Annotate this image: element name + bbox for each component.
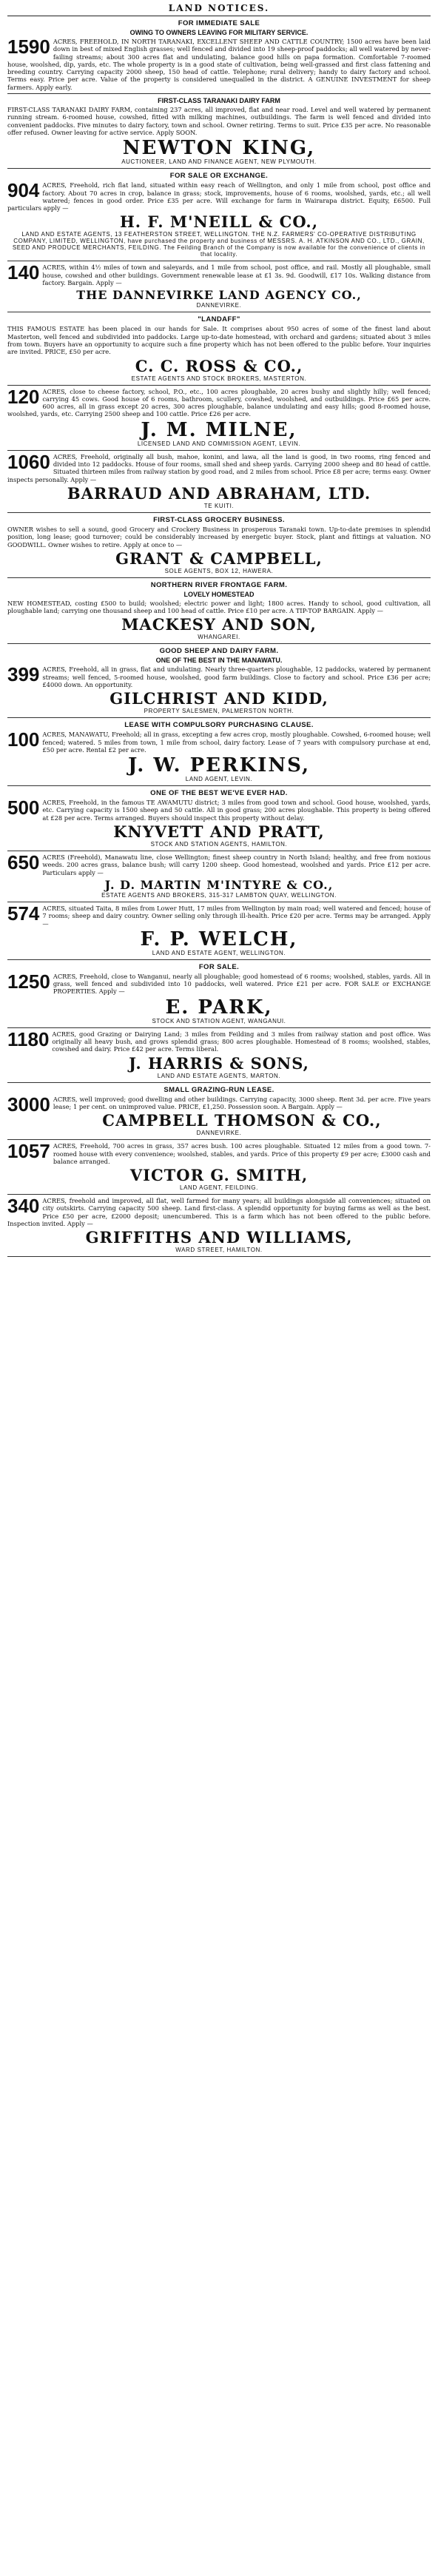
ad-heading: GOOD SHEEP AND DAIRY FARM. (159, 647, 279, 656)
ad-body-text: ACRES, MANAWATU, Freehold; all in grass, excepting a few acres crop, mostly ploughable. Cowshed, 6-roomed house; well fenced; watered. 5 miles from town, 1 mile from school, dairy factory. Lease of 7 years with compulsory purchase at end, £50 per acre. Rental £2 per acre. (42, 731, 431, 754)
ad-agent-name: C. C. ROSS & CO., (135, 356, 303, 375)
ad-agent-name: GRIFFITHS AND WILLIAMS, (85, 1228, 353, 1247)
ad-heading: FOR SALE. (198, 962, 240, 971)
ad-agent-name: CAMPBELL THOMSON & CO., (102, 1111, 382, 1130)
ad-body-text: ACRES, Freehold, close to Wanganui, nearly all ploughable; good homestead of 6 rooms; woolshed, stables, yards. All in grass, well fenced and subdivided into 10 paddocks, well watered. Price £21 per acre. FOR SALE or EXCHANGE PROPERTIES. Apply — (53, 972, 431, 996)
ad-acreage-number: 904 (7, 179, 40, 202)
ad-body (7, 853, 431, 876)
ad-agent-address: LICENSED LAND AND COMMISSION AGENT, LEVIN. (137, 440, 301, 447)
land-ad (7, 786, 431, 851)
ad-body-text: ACRES, Freehold, in the famous TE AWAMUTU district; 3 miles from good town and school. Good house, woolshed, yards, etc. Carrying capacity is 1500 sheep and 50 cattle. All in good grass; 200 acres ploughable. This property is being offered at £28 per acre. Terms arranged. Buyers should inspect this property without delay. (42, 799, 431, 822)
ad-agent-name: BARRAUD AND ABRAHAM, LTD. (67, 483, 371, 503)
ad-body-text: ACRES, within 4½ miles of town and saleyards, and 1 mile from school, post office, and rail. Mostly all ploughable, small house, cowshed and other buildings. Government renewable lease at £1 3s. 9d. Goodwill, £17 10s. Walking distance from factory. Bargain. Apply — (42, 264, 431, 287)
ad-heading: FOR SALE OR EXCHANGE. (169, 172, 269, 181)
ad-body (7, 902, 431, 928)
land-ad (7, 960, 431, 1028)
ad-body-text: FIRST-CLASS TARANAKI DAIRY FARM, containing 237 acres, all improved, flat and near road. Level and well watered by permanent running stream. 6-roomed house, cowshed, fitted with milking machines, outbuildings. The farm is well fenced and divided into convenient paddocks. Five minutes to dairy factory, town and school. Owner retiring. Terms to suit. Price £35 per acre. No reasonable offer refused. Owner leaving for active service. Apply SOON. (7, 106, 431, 136)
ad-heading: LEASE WITH COMPULSORY PURCHASING CLAUSE. (124, 721, 314, 730)
land-ad (7, 1028, 431, 1083)
land-ad (7, 644, 431, 718)
ad-agent-address: LAND AGENT, FEILDING. (180, 1184, 258, 1192)
ad-body (7, 665, 431, 688)
ad-subheading: LOVELY HOMESTEAD (183, 590, 255, 598)
land-ad (7, 386, 431, 451)
ad-body-text: ACRES, well improved; good dwelling and other buildings. Carrying capacity, 3000 sheep. Rent 3d. per acre. Five years lease; 1 per cent. on unimproved value. PRICE, £1,250. Possession soon. A Bargain. Apply — (53, 1095, 431, 1110)
ad-agent-name: E. PARK, (165, 996, 273, 1019)
ad-agent-name: NEWTON KING, (122, 137, 316, 160)
land-ad (7, 1195, 431, 1257)
land-ad (7, 16, 431, 94)
ad-agent-name: KNYVETT AND PRATT, (113, 822, 325, 842)
land-ad (7, 261, 431, 312)
ad-acreage-number: 1180 (7, 1027, 50, 1050)
ad-subheading: ONE OF THE BEST IN THE MANAWATU. (155, 657, 283, 665)
ad-acreage-number: 140 (7, 261, 40, 284)
ad-agent-address: LAND AND ESTATE AGENTS, MARTON. (157, 1072, 281, 1079)
ad-agent-address: WHANGAREI. (198, 634, 240, 641)
ad-agent-name: GRANT & CAMPBELL, (115, 549, 323, 568)
ad-acreage-number: 1590 (7, 36, 50, 58)
ad-body-text: ACRES, situated Taita, 8 miles from Lower Hutt, 17 miles from Wellington by main road; well watered and fenced; house of 7 rooms; sheep and dairy country. Owner selling only through ill-health. Price £20 per acre. Terms may be arranged. Apply — (42, 904, 431, 928)
ad-agent-name: J. HARRIS & SONS, (129, 1053, 309, 1073)
ad-heading: NORTHERN RIVER FRONTAGE FARM. (150, 580, 288, 589)
ad-agent-address: STOCK AND STATION AGENTS, HAMILTON. (150, 841, 288, 848)
ad-body (7, 728, 431, 754)
ad-agent-name: VICTOR G. SMITH, (129, 1166, 309, 1185)
ad-heading: SMALL GRAZING-RUN LEASE. (164, 1085, 274, 1094)
ad-body (7, 796, 431, 822)
ad-acreage-number: 3000 (7, 1093, 50, 1116)
land-ad (7, 169, 431, 261)
ad-acreage-number: 1060 (7, 450, 50, 473)
ad-body-text: ACRES, Freehold, all in grass, flat and undulating. Nearly three-quarters ploughable, 12 paddocks, watered by permanent streams; well fenced, 5-roomed house, woolshed, good farm buildings. Close to factory and school. Price £36 per acre; £4000 down. An opportunity. (42, 665, 431, 688)
page-masthead: LAND NOTICES. (7, 0, 431, 16)
ad-agent-address: ESTATE AGENTS AND BROKERS, 315-317 LAMBTON QUAY, WELLINGTON. (101, 891, 337, 899)
land-ad (7, 902, 431, 960)
ad-heading: ONE OF THE BEST WE'VE EVER HAD. (150, 789, 288, 798)
ad-agent-name: H. F. M'NEILL & CO., (119, 212, 319, 232)
ad-body-text: NEW HOMESTEAD, costing £500 to build; woolshed; electric power and light; 1800 acres. Handy to school, good cultivation, all ploughable land; carrying one thousand sheep and 100 head of cattle. Price £10 per acre. A TIP-TOP BARGAIN. Apply — (7, 599, 431, 615)
ad-body-text: ACRES, good Grazing or Dairying Land; 3 miles from Feilding and 3 miles from railway station and post office. Was originally all heavy bush, and grows splendid grass; 800 acres ploughable. Homestead of 8 rooms; woolshed, stables, cowshed and dairy. Price £42 per acre. Terms liberal. (52, 1030, 431, 1053)
ad-body (7, 1197, 431, 1227)
ads-column (7, 16, 431, 1257)
ad-body-text: ACRES, Freehold, rich flat land, situated within easy reach of Wellington, and only 1 mile from school, post office and factory. About 70 acres in crop, balance in grass; stock, improvements, house of 6 rooms, woolshed, yards, etc.; all well watered; fences in good order. Price £35 per acre. Will exchange for farm in Wairarapa district. Equity, £6500. Full particulars apply — (7, 181, 431, 212)
ad-body (7, 385, 431, 418)
ad-agent-address: SOLE AGENTS, BOX 12, HAWERA. (164, 567, 274, 574)
land-ad (7, 578, 431, 645)
ad-agent-address: DANNEVIRKE. (196, 302, 242, 309)
ad-agent-name: GILCHRIST AND KIDD, (110, 689, 328, 708)
ad-agent-address: AUCTIONEER, LAND AND FINANCE AGENT, NEW PLYMOUTH. (121, 158, 317, 166)
ad-acreage-number: 340 (7, 1195, 40, 1218)
ad-body-text: ACRES, Freehold, 700 acres in grass, 357 acres bush. 100 acres ploughable. Situated 12 miles from a good town. 7-roomed house with every convenience; woolshed, stables, and yards. Price of this property £9 per acre; £3000 cash and balance arranged. (53, 1142, 431, 1165)
ad-body (7, 1093, 431, 1116)
ad-subheading: OWING TO OWNERS LEAVING FOR MILITARY SERVICE. (129, 29, 309, 36)
ad-body (7, 106, 431, 136)
ad-agent-address: STOCK AND STATION AGENT, WANGANUI. (152, 1017, 286, 1024)
ad-body (7, 970, 431, 996)
ad-agent-address: ESTATE AGENTS AND STOCK BROKERS, MASTERTON. (131, 375, 307, 382)
ad-agent-name: F. P. WELCH, (140, 928, 298, 950)
ad-body (7, 600, 431, 615)
ad-acreage-number: 1057 (7, 1140, 50, 1163)
ad-acreage-number: 120 (7, 385, 40, 408)
ad-agent-name: J. W. PERKINS, (127, 754, 311, 777)
ad-agent-address: LAND AGENT, LEVIN. (185, 776, 253, 783)
ad-body (7, 261, 431, 287)
ad-body-text: THIS FAMOUS ESTATE has been placed in our hands for Sale. It comprises about 950 acres of some of the finest land about Masterton, well fenced and subdivided into paddocks. Large up-to-date homestead, with orchard and gardens; situated about 3 miles from town. Buyers have an opportunity to acquire such a fine property which has not been offered to the public before. Your inquiries are invited. PRICE, £50 per acre. (7, 325, 431, 356)
ad-acreage-number: 1250 (7, 970, 50, 993)
ad-body (7, 1142, 431, 1165)
ad-body-text: ACRES, freehold and improved, all flat, well farmed for many years; all buildings alongside all conveniences; situated on city outskirts. Carrying capacity 500 sheep. Land first-class. A splendid opportunity for buying farms as well as the best. Price £50 per acre, £2000 deposit; unencumbered. This is a farm which has not been offered to the public before. Inspection invited. Apply — (7, 1197, 431, 1227)
ad-agent-name: J. M. MILNE, (141, 418, 297, 441)
land-ad (7, 851, 431, 902)
land-ad (7, 1083, 431, 1141)
ad-acreage-number: 650 (7, 851, 40, 874)
ad-agent-address: LAND AND ESTATE AGENT, WELLINGTON. (152, 949, 286, 956)
ad-body-text: OWNER wishes to sell a sound, good Grocery and Crockery Business in prosperous Taranaki town. Up-to-date premises in splendid position, long lease; good turnover; could be considerably increased by energetic buyer. Stock, plant and fittings at valuation. NO GOODWILL. Owner wishes to retire. Apply at once to — (7, 525, 431, 549)
ad-heading: "LANDAFF" (198, 315, 240, 324)
ad-acreage-number: 399 (7, 663, 40, 686)
ad-agent-address: WARD STREET, HAMILTON. (175, 1247, 263, 1254)
ad-acreage-number: 100 (7, 728, 40, 751)
ad-body-text: ACRES, FREEHOLD, IN NORTH TARANAKI, EXCELLENT SHEEP AND CATTLE COUNTRY; 1500 acres have been laid down in best of mixed English grasses; well fenced and divided into 19 sheep-proof paddocks; all well watered by never-failing streams; about 300 acres flat and undulating, balance good hills on papa formation. Comfortable 7-roomed house, woolshed, dip, yards, etc. The whole property is in a good state of cultivation, being well-grassed and first class fattening and breeding country. Carrying capacity 2000 sheep, 150 head of cattle. Telephone; rural delivery; handy to dairy factory and school. Terms easy. Price per acre. Value of the property is considered unequalled in the district. A GENUINE INVESTMENT for sheep farmers. Apply early. (7, 38, 431, 91)
ad-body-text: ACRES, Freehold, originally all bush, mahoe, konini, and lawa, all the land is good, in two rooms, ring fenced and divided into 12 paddocks. House of four rooms, small shed and sheep yards. Carrying 2000 sheep and 80 head of cattle. Situated thirteen miles from railway station by good road, and 2 miles from school. Price £8 per acre; terms easy. Owner inspects personally. Apply — (7, 452, 431, 483)
land-ad (7, 718, 431, 786)
land-ad (7, 312, 431, 385)
ad-agent-address: LAND AND ESTATE AGENTS, 13 FEATHERSTON STREET, WELLINGTON. THE N.Z. FARMERS' CO-OPERATIVE DISTRIBUTING COMPANY, LIMITED, WELLINGTON, have purchased the property and business of MESSRS. A. H. ATKINSON AND CO., LTD., GRAIN, SEED AND PRODUCE MERCHANTS, FEILDING. The Feilding Branch of the Company is now available for the convenience of clients in that locality. (12, 231, 426, 258)
ad-acreage-number: 574 (7, 902, 40, 925)
ad-heading: FOR IMMEDIATE SALE (178, 19, 260, 27)
ad-body (7, 526, 431, 549)
land-ad (7, 513, 431, 578)
ad-agent-name: J. D. MARTIN M'INTYRE & CO., (104, 877, 334, 892)
ad-body-text: ACRES (Freehold), Manawatu line, close Wellington; finest sheep country in North Island; healthy, and free from noxious weeds. 200 acres grass, balance bush; will carry 1200 sheep. Good homestead, woolshed and yards. Price £12 per acre. Particulars apply — (42, 853, 431, 876)
ad-agent-name: MACKESY AND SON, (121, 615, 317, 634)
ad-acreage-number: 500 (7, 796, 40, 819)
ad-agent-address: PROPERTY SALESMEN, PALMERSTON NORTH. (144, 708, 294, 715)
ad-subheading: FIRST-CLASS TARANAKI DAIRY FARM (158, 97, 280, 105)
ad-agent-address: DANNEVIRKE. (196, 1130, 242, 1137)
ad-agent-name: THE DANNEVIRKE LAND AGENCY CO., (76, 288, 362, 303)
land-ad (7, 451, 431, 513)
ad-heading: FIRST-CLASS GROCERY BUSINESS. (153, 515, 285, 524)
ad-agent-address: TE KUITI. (203, 502, 235, 509)
land-ad (7, 94, 431, 169)
ad-body (7, 38, 431, 91)
land-ad (7, 1140, 431, 1195)
ad-body (7, 1027, 431, 1053)
ad-body-text: ACRES, close to cheese factory, school, P.O., etc., 100 acres ploughable, 20 acres bushy and slightly hilly; well fenced; carrying 45 cows. Good house of 6 rooms, bathroom, scullery, cowshed, woolshed, and outbuildings. Price £65 per acre. 600 acres, all in grass except 20 acres, 300 acres ploughable, balance undulating and easy hills; good 8-roomed house, woolshed, yards, etc. Carrying 2500 sheep and 100 cattle. Price £26 per acre. (7, 387, 431, 418)
ad-body (7, 450, 431, 483)
ad-body (7, 181, 431, 212)
ad-body (7, 325, 431, 355)
